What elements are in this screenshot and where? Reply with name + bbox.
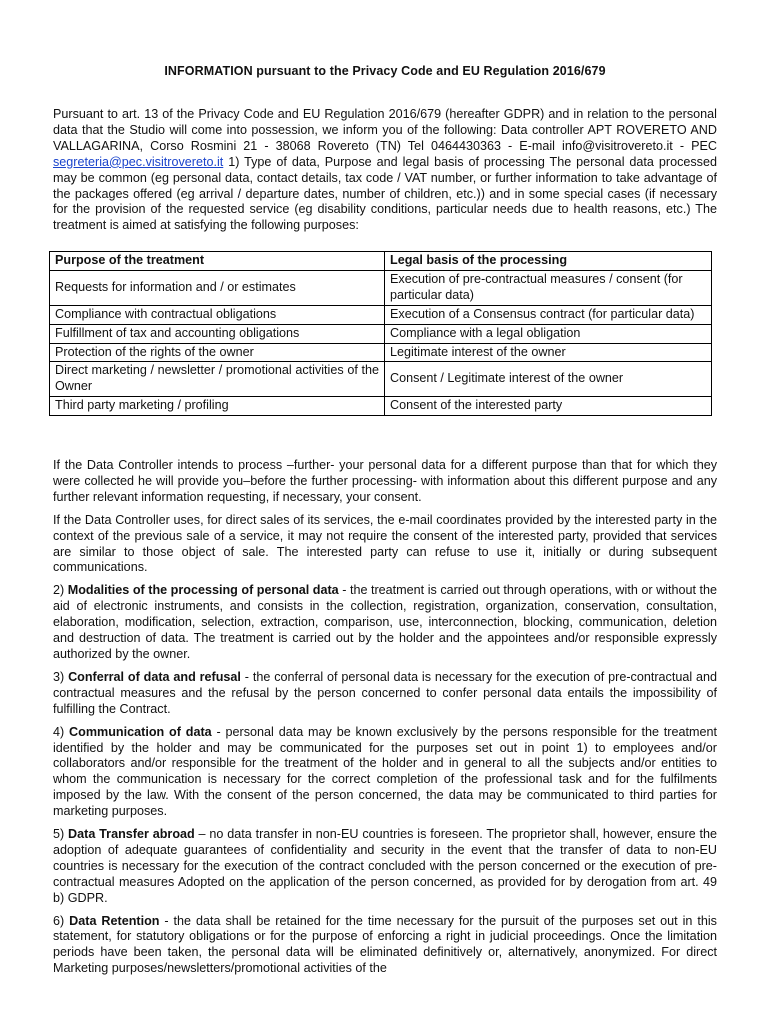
section-heading: Conferral of data and refusal [68,669,241,684]
legal-basis-cell: Execution of pre-contractual measures / consent (for particular data) [385,270,712,305]
purpose-cell: Direct marketing / newsletter / promotional activities of the Owner [50,362,385,397]
legal-basis-cell: Execution of a Consensus contract (for particular data) [385,305,712,324]
section-text: - the data shall be retained for the time necessary for the pursuit of the purposes set out in this statement, for statutory obligations or for the purpose of enforcing a right in judicial proceedings. Once the limitation periods have been taken, the personal data will be eliminated definitively or, alternatively, anonymized. For direct Marketing purposes/newsletters/promotional activities of the [53,913,717,976]
table-row [50,343,712,362]
direct-sales-paragraph: If the Data Controller uses, for direct sales of its services, the e-mail coordinates provided by the interested party in the context of the previous sale of a service, it may not require the consent of the interested party, provided that services are similar to those object of sale. The interested party can refuse to use it, initially or during subsequent communications. [53,512,717,575]
section-heading: Communication of data [69,724,212,739]
section-text: – no data transfer in non-EU countries is foreseen. The proprietor shall, however, ensure the adoption of adequate guarantees of confidentiality and security in the event that the transfer of data to non-EU countries is necessary for the execution of the contract concluded with the person concerned or the execution of pre-contractual measures Adopted on the application of the person concerned, as provided for by derogation from art. 49 b) GDPR. [53,827,717,905]
section-number: 6) [53,913,70,928]
section-2-modalities [53,583,717,663]
section-number: 4) [53,724,70,739]
table-row [50,305,712,324]
section-heading: Data Transfer abroad [68,827,195,842]
section-text: - personal data may be known exclusively by the persons responsible for the treatment identified by the holder and may be communicated for the purposes set out in point 1) to employees and/or collaborators and/or responsible for the treatment of the holder and in general to all the subjects and/or entities to whom the communication is necessary for the correct completion of the professional task and for the fulfilments imposed by the law. With the consent of the person concerned, the data may be communicated to third parties for marketing purposes. [53,724,717,819]
legal-basis-cell: Legitimate interest of the owner [385,343,712,362]
section-number: 3) [53,669,69,684]
purpose-cell: Third party marketing / profiling [50,397,385,416]
section-6-retention [53,914,717,978]
section-text: - the treatment is carried out through operations, with or without the aid of electronic instruments, and consists in the collection, registration, organization, conservation, consultation, elaboration, modification, selection, extraction, comparison, use, interconnection, blocking, communication, deletion and destruction of data. The treatment is carried out by the holder and the appointees and/or responsible expressly authorized by the owner. [53,583,718,661]
legal-basis-cell: Compliance with a legal obligation [385,324,712,343]
purpose-cell: Protection of the rights of the owner [50,343,385,362]
table-row [50,397,712,416]
table-row [50,362,712,397]
purpose-cell: Compliance with contractual obligations [50,305,385,324]
body-text [53,458,717,984]
table-row [50,270,712,305]
table-row [50,324,712,343]
intro-text-start: Pursuant to art. 13 of the Privacy Code and EU Regulation 2016/679 (hereafter GDPR) and in relation to the personal data that the Studio will come into possession, we inform you of the following: Data controller APT ROVERETO AND VALLAGARINA, Corso Rosmini 21 - 38068 Rovereto (TN) Tel 0464430363 - E-mail info@visitrovereto.it - PEC [53,107,717,153]
header-legal-basis: Legal basis of the processing [385,252,712,271]
intro-text-end: 1) Type of data, Purpose and legal basis of processing The personal data processed may be common (eg personal data, contact details, tax code / VAT number, or further information to take advantage of the packages offered (eg arrival / departure dates, number of children, etc.)) and in some special cases (if necessary for the provision of the requested service (eg disability conditions, particular needs due to health reasons, etc.) The treatment is aimed at satisfying the following purposes: [53,154,717,233]
section-4-communication [53,725,717,820]
section-number: 5) [53,827,69,842]
intro-paragraph [53,107,717,234]
further-purpose-paragraph: If the Data Controller intends to process –further- your personal data for a different purpose than that for which they were collected he will provide you–before the further processing- with information about this different purpose and any further relevant information requesting, if necessary, your consent. [53,458,717,504]
section-heading: Data Retention [69,913,160,928]
purpose-legal-basis-table [49,251,712,416]
header-purpose: Purpose of the treatment [50,252,385,271]
section-number: 2) [53,583,68,598]
legal-basis-cell: Consent / Legitimate interest of the owner [385,362,712,397]
pec-email-link[interactable]: segreteria@pec.visitrovereto.it [53,154,224,169]
purpose-cell: Fulfillment of tax and accounting obligations [50,324,385,343]
purpose-cell: Requests for information and / or estimates [50,270,385,305]
section-5-transfer [53,827,717,907]
legal-basis-cell: Consent of the interested party [385,397,712,416]
section-heading: Modalities of the processing of personal data [67,583,339,598]
section-text: - the conferral of personal data is necessary for the execution of pre-contractual and contractual measures and the refusal by the person concerned to confer personal data entails the impossibility of fulfilling the Contract. [53,669,718,716]
table-header-row [50,252,712,271]
section-3-conferral [53,670,717,718]
document-title: INFORMATION pursuant to the Privacy Code and EU Regulation 2016/679 [164,64,606,78]
